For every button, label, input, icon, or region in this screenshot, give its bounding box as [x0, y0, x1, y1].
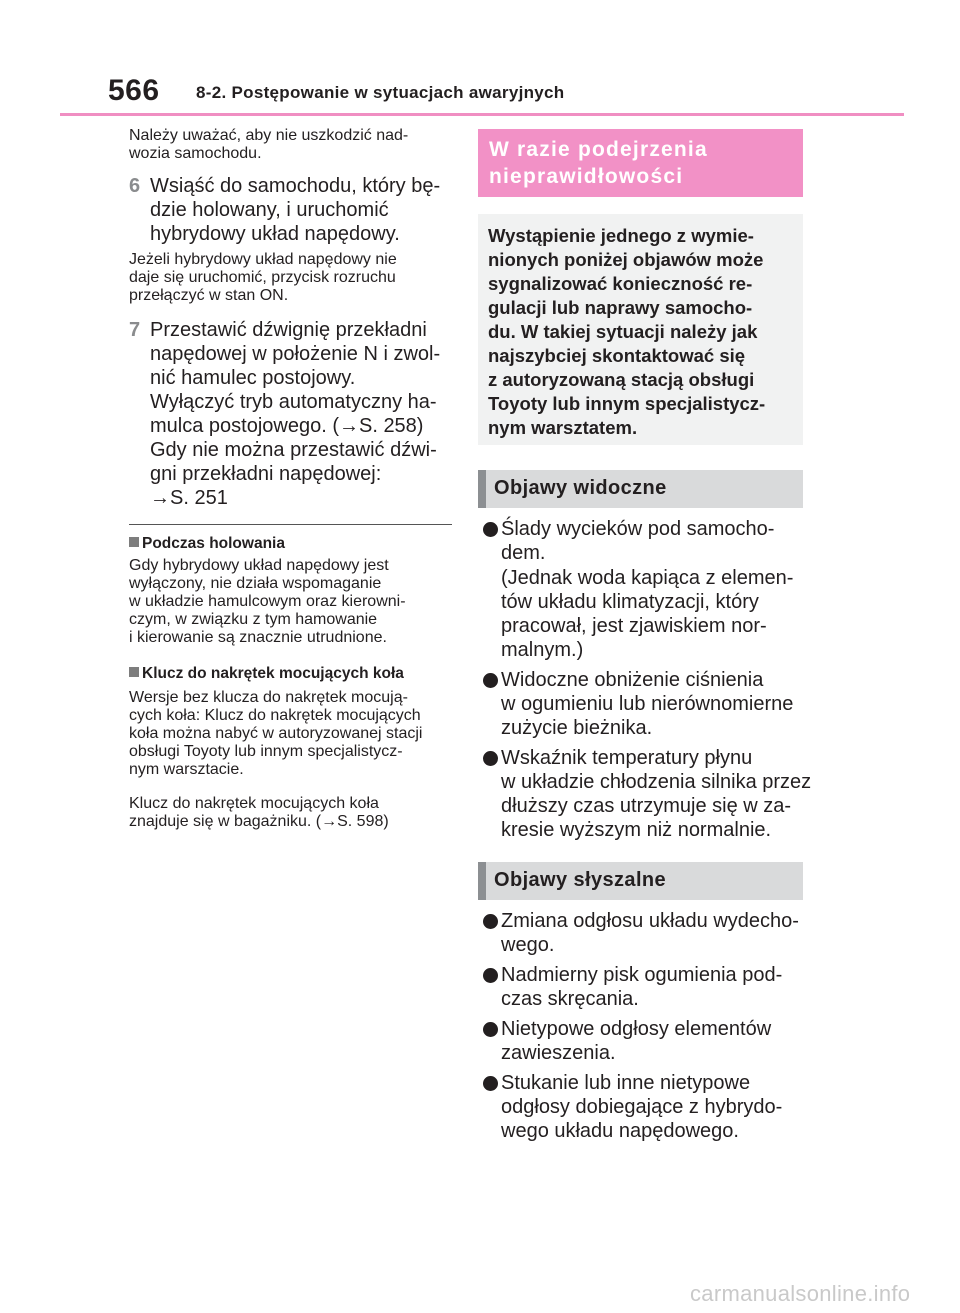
key-p2-line-2[interactable]: znajduje się w bagażniku. (→S. 598) — [129, 813, 389, 830]
section-title: 8-2. Postępowanie w sytuacjach awaryjnych — [196, 83, 565, 102]
towing-line-3: w układzie hamulcowym oraz kierowni- — [129, 593, 406, 610]
intro-line-1: Należy uważać, aby nie uszkodzić nad- — [129, 127, 409, 144]
key-heading: Klucz do nakrętek mocujących koła — [129, 665, 404, 683]
visible-symptoms-heading: Objawy widoczne — [478, 470, 803, 508]
intro-box-line-3: sygnalizować konieczność re- — [488, 273, 753, 294]
intro-box-line-7: z autoryzowaną stacją obsługi — [488, 369, 755, 390]
square-bullet-icon — [129, 537, 139, 547]
key-p1-line-3: koła można nabyć w autoryzowanej stacji — [129, 725, 423, 742]
step-7-line-1: Przestawić dźwignię przekładni — [150, 319, 427, 341]
visible-1-line-4: tów układu klimatyzacji, który — [501, 591, 759, 613]
key-p1-line-1: Wersje bez klucza do nakrętek mocują- — [129, 689, 408, 706]
audible-3-line-2: zawieszenia. — [501, 1042, 616, 1064]
step-7-page-ref[interactable]: →S. 251 — [150, 487, 228, 509]
audible-2-line-2: czas skręcania. — [501, 988, 639, 1010]
audible-symptoms-heading: Objawy słyszalne — [478, 862, 803, 900]
visible-1-line-2: dem. — [501, 542, 546, 564]
key-p1-line-5: nym warsztacie. — [129, 761, 244, 778]
step-6-line-2: dzie holowany, i uruchomić — [150, 199, 389, 221]
intro-box-line-2: nionych poniżej objawów może — [488, 249, 764, 270]
square-bullet-icon — [129, 667, 139, 677]
key-p1-line-4: obsługi Toyoty lub innym specjalistycz- — [129, 743, 403, 760]
step-7-line-2: napędowej w położenie N i zwol- — [150, 343, 441, 365]
step-7-line-5[interactable]: mulca postojowego. (→S. 258) — [150, 415, 424, 437]
audible-1-line-2: wego. — [501, 934, 555, 956]
visible-2-line-2: w ogumieniu lub nierównomierne — [501, 693, 794, 715]
warning-intro-box — [478, 214, 803, 445]
visible-3-line-2: w układzie chłodzenia silnika przez — [501, 771, 812, 793]
left-divider — [129, 524, 452, 525]
bullet-icon — [483, 522, 498, 537]
bullet-icon — [483, 673, 498, 688]
visible-1-line-1: Ślady wycieków pod samocho- — [501, 518, 775, 540]
intro-box-line-6: najszybciej skontaktować się — [488, 345, 746, 366]
bullet-icon — [483, 751, 498, 766]
header-rule — [60, 113, 904, 116]
key-p1-line-2: cych koła: Klucz do nakrętek mocujących — [129, 707, 421, 724]
intro-box-line-4: gulacji lub naprawy samocho- — [488, 297, 753, 318]
audible-4-line-2: odgłosy dobiegające z hybrydo- — [501, 1096, 783, 1118]
towing-line-2: wyłączony, nie działa wspomaganie — [129, 575, 382, 592]
step-6-line-1: Wsiąść do samochodu, który bę- — [150, 175, 441, 197]
visible-1-line-3: (Jednak woda kapiąca z elemen- — [501, 567, 794, 589]
bullet-icon — [483, 1022, 498, 1037]
audible-2-line-1: Nadmierny pisk ogumienia pod- — [501, 964, 783, 986]
towing-line-5: i kierowanie są znacznie utrudnione. — [129, 629, 387, 646]
towing-line-4: czym, w związku z tym hamowanie — [129, 611, 378, 628]
step-6-note-2: daje się uruchomić, przycisk rozruchu — [129, 269, 396, 286]
visible-1-line-5: pracował, jest zjawiskiem nor- — [501, 615, 767, 637]
intro-box-line-9: nym warsztatem. — [488, 417, 638, 438]
audible-3-line-1: Nietypowe odgłosy elementów — [501, 1018, 772, 1040]
step-7-line-6: Gdy nie można przestawić dźwi- — [150, 439, 437, 461]
intro-box-line-1: Wystąpienie jednego z wymie- — [488, 225, 754, 246]
step-6-note-3: przełączyć w stan ON. — [129, 287, 289, 304]
key-p2-line-1: Klucz do nakrętek mocujących koła — [129, 795, 379, 812]
step-7-line-7: gni przekładni napędowej: — [150, 463, 382, 485]
visible-2-line-1: Widoczne obniżenie ciśnienia — [501, 669, 764, 691]
audible-4-line-1: Stukanie lub inne nietypowe — [501, 1072, 751, 1094]
audible-1-line-1: Zmiana odgłosu układu wydecho- — [501, 910, 799, 932]
intro-line-2: wozia samochodu. — [129, 145, 262, 162]
step-6-number: 6 — [129, 175, 141, 197]
bullet-icon — [483, 1076, 498, 1091]
intro-box-line-5: du. W takiej sytuacji należy jak — [488, 321, 758, 342]
visible-2-line-3: zużycie bieżnika. — [501, 717, 653, 739]
towing-heading: Podczas holowania — [129, 535, 285, 553]
step-7-line-4: Wyłączyć tryb automatyczny ha- — [150, 391, 437, 413]
towing-line-1: Gdy hybrydowy układ napędowy jest — [129, 557, 389, 574]
bullet-icon — [483, 968, 498, 983]
visible-3-line-4: kresie wyższym niż normalnie. — [501, 819, 772, 841]
step-6-line-3: hybrydowy układ napędowy. — [150, 223, 400, 245]
watermark: carmanualsonline.info — [690, 1281, 911, 1306]
step-7-line-3: nić hamulec postojowy. — [150, 367, 356, 389]
banner-line-2: nieprawidłowości — [489, 165, 684, 188]
visible-3-line-3: dłuższy czas utrzymuje się w za- — [501, 795, 792, 817]
banner-line-1: W razie podejrzenia — [489, 138, 708, 161]
audible-4-line-3: wego układu napędowego. — [501, 1120, 739, 1142]
section-banner — [478, 129, 803, 197]
intro-box-line-8: Toyoty lub innym specjalistycz- — [488, 393, 766, 414]
page-number: 566 — [108, 74, 160, 107]
step-7-number: 7 — [129, 319, 141, 341]
bullet-icon — [483, 914, 498, 929]
step-6-note-1: Jeżeli hybrydowy układ napędowy nie — [129, 251, 397, 268]
visible-1-line-6: malnym.) — [501, 639, 584, 661]
visible-3-line-1: Wskaźnik temperatury płynu — [501, 747, 753, 769]
